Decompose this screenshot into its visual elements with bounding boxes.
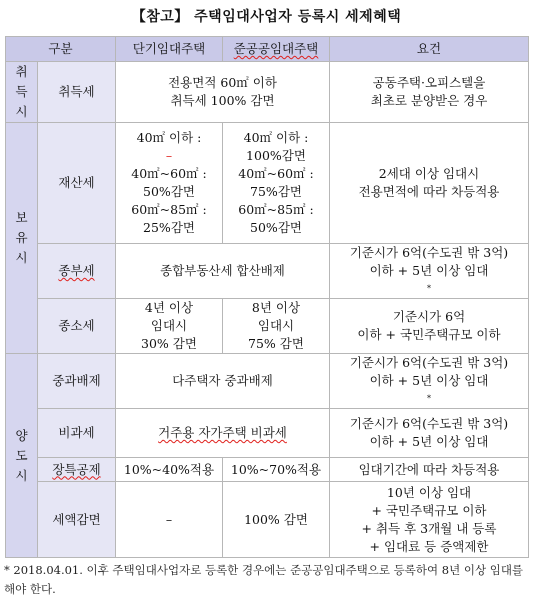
footnote-mark: * <box>427 284 431 293</box>
tax-reduction-requirement: 10년 이상 임대 + 국민주택규모 이하 + 취득 후 3개월 내 등록 + 임대료 등 증액제한 <box>330 482 529 558</box>
table-row <box>6 482 529 558</box>
header-short-term: 단기임대주택 <box>116 37 223 62</box>
tax-reduction-public-support: 100% 감면 <box>223 482 330 558</box>
group-transfer: 양 도 시 <box>6 354 38 558</box>
property-tax-requirement: 2세대 이상 임대시 전용면적에 따라 차등적용 <box>330 123 529 244</box>
long-term-deduction-short-term: 10%~40%적용 <box>116 458 223 482</box>
table-header-row <box>6 37 529 62</box>
header-requirement: 요건 <box>330 37 529 62</box>
long-term-deduction-requirement: 임대기간에 따라 차등적용 <box>330 458 529 482</box>
acquisition-tax-benefit: 전용면적 60㎡ 이하 취득세 100% 감면 <box>116 62 330 123</box>
row-name-heavy-tax-exclusion: 중과배제 <box>38 354 116 409</box>
row-name-non-taxation: 비과세 <box>38 409 116 458</box>
row-name-acquisition-tax: 취득세 <box>38 62 116 123</box>
income-tax-requirement: 기준시가 6억 이하 + 국민주택규모 이하 <box>330 299 529 354</box>
acquisition-tax-requirement: 공동주택·오피스텔을 최초로 분양받은 경우 <box>330 62 529 123</box>
footnote-mark: * <box>427 394 431 403</box>
table-row <box>6 244 529 299</box>
tax-reduction-short-term: – <box>116 482 223 558</box>
row-name-tax-reduction: 세액감면 <box>38 482 116 558</box>
table-row <box>6 354 529 409</box>
comprehensive-tax-requirement: 기준시가 6억(수도권 밖 3억) 이하 + 5년 이상 임대 * <box>330 244 529 299</box>
income-tax-public-support: 8년 이상 임대시 75% 감면 <box>223 299 330 354</box>
income-tax-short-term: 4년 이상 임대시 30% 감면 <box>116 299 223 354</box>
row-name-property-tax: 재산세 <box>38 123 116 244</box>
row-name-comprehensive-tax: 종부세 <box>38 244 116 299</box>
table-row <box>6 458 529 482</box>
non-taxation-benefit: 거주용 자가주택 비과세 <box>116 409 330 458</box>
table-row <box>6 123 529 244</box>
header-public-support: 준공공임대주택 <box>223 37 330 62</box>
row-name-income-tax: 종소세 <box>38 299 116 354</box>
heavy-tax-exclusion-benefit: 다주택자 중과배제 <box>116 354 330 409</box>
tax-benefit-table <box>5 36 529 558</box>
long-term-deduction-public-support: 10%~70%적용 <box>223 458 330 482</box>
table-row <box>6 62 529 123</box>
non-taxation-requirement: 기준시가 6억(수도권 밖 3억) 이하 + 5년 이상 임대 <box>330 409 529 458</box>
heavy-tax-exclusion-requirement: 기준시가 6억(수도권 밖 3억) 이하 + 5년 이상 임대 * <box>330 354 529 409</box>
page-title: 【참고】 주택임대사업자 등록시 세제혜택 <box>131 9 402 25</box>
table-row <box>6 299 529 354</box>
footnote: * 2018.04.01. 이후 주택임대사업자로 등록한 경우에는 준공공임대주택으로 등록하여 8년 이상 임대를 해야 한다. <box>4 563 524 596</box>
comprehensive-tax-benefit: 종합부동산세 합산배제 <box>116 244 330 299</box>
group-acquire: 취 득 시 <box>6 62 38 123</box>
group-hold: 보 유 시 <box>6 123 38 354</box>
table-row <box>6 409 529 458</box>
row-name-long-term-deduction: 장특공제 <box>38 458 116 482</box>
property-tax-public-support: 40㎡ 이하 : 100%감면 40㎡~60㎡ : 75%감면 60㎡~85㎡ : 50%감면 <box>223 123 330 244</box>
property-tax-short-term: 40㎡ 이하 : – 40㎡~60㎡ : 50%감면 60㎡~85㎡ : 25%감면 <box>116 123 223 244</box>
header-category: 구분 <box>6 37 116 62</box>
